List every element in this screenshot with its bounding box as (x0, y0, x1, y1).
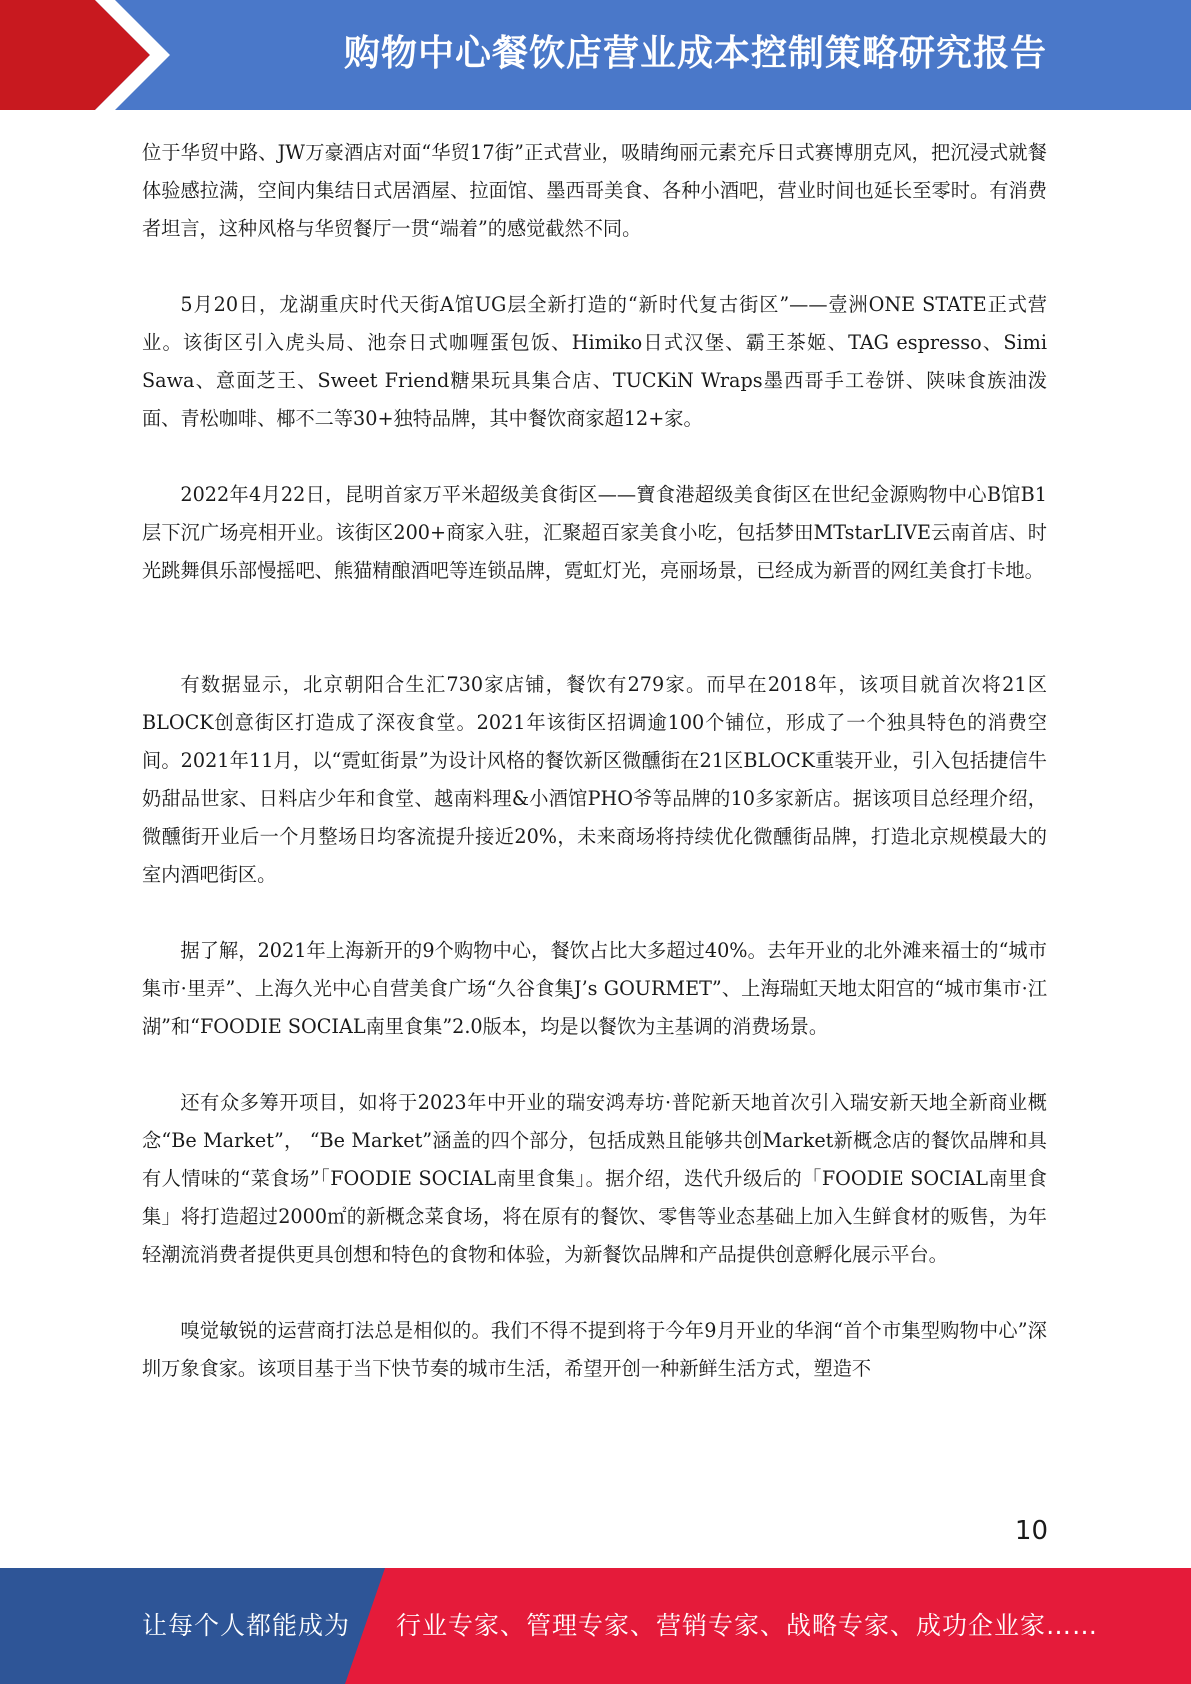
paragraph-7: 嗅觉敏锐的运营商打法总是相似的。我们不得不提到将于今年9月开业的华润“首个市集型购物中心”深圳万象食家。该项目基于当下快节奏的城市生活，希望开创一种新鲜生活方式，塑造不 (142, 1319, 1047, 1380)
report-title: 购物中心餐饮店营业成本控制策略研究报告 (343, 33, 1047, 74)
page-number: 10 (1014, 1516, 1048, 1546)
page-header (0, 0, 1191, 110)
footer-slogan-left: 让每个人都能成为 (142, 1611, 351, 1640)
paragraph-2: 5月20日，龙湖重庆时代天街A馆UG层全新打造的“新时代复古街区”——壹洲ONE STATE正式营业。该街区引入虎头局、池奈日式咖喱蛋包饭、Himiko日式汉堡、霸王茶姬、TAG espresso、Simi Sawa、意面芝王、Sweet Friend糖果玩具集合店、TUCKiN Wraps墨西哥手工卷饼、陕味食族油泼面、青松咖啡、椰不二等30+独特品牌，其中餐饮商家超12+家。 (142, 293, 1047, 430)
page-footer (0, 1568, 1191, 1684)
footer-slogan-right: 行业专家、管理专家、营销专家、战略专家、成功企业家…… (396, 1611, 1099, 1640)
paragraph-6: 还有众多筹开项目，如将于2023年中开业的瑞安鸿寿坊·普陀新天地首次引入瑞安新天地全新商业概念“Be Market”， “Be Market”涵盖的四个部分，包括成熟且能够共创Market新概念店的餐饮品牌和具有人情味的“菜食场”「FOODIE SOCIAL南里食集」。据介绍，迭代升级后的「FOODIE SOCIAL南里食集」将打造超过2000㎡的新概念菜食场，将在原有的餐饮、零售等业态基础上加入生鲜食材的贩售，为年轻潮流消费者提供更具创想和特色的食物和体验，为新餐饮品牌和产品提供创意孵化展示平台。 (142, 1091, 1047, 1266)
paragraph-1: 位于华贸中路、JW万豪酒店对面“华贸17街”正式营业，吸睛绚丽元素充斥日式赛博朋克风，把沉浸式就餐体验感拉满，空间内集结日式居酒屋、拉面馆、墨西哥美食、各种小酒吧，营业时间也延长至零时。有消费者坦言，这种风格与华贸餐厅一贯“端着”的感觉截然不同。 (142, 141, 1047, 240)
body-text (142, 134, 1047, 1388)
paragraph-3: 2022年4月22日，昆明首家万平米超级美食街区——寶食港超级美食街区在世纪金源购物中心B馆B1层下沉广场亮相开业。该街区200+商家入驻，汇聚超百家美食小吃，包括梦田MTstarLIVE云南首店、时光跳舞俱乐部慢摇吧、熊猫精酿酒吧等连锁品牌，霓虹灯光，亮丽场景，已经成为新晋的网红美食打卡地。 (142, 483, 1047, 582)
paragraph-4: 有数据显示，北京朝阳合生汇730家店铺，餐饮有279家。而早在2018年，该项目就首次将21区BLOCK创意街区打造成了深夜食堂。2021年该街区招调逾100个铺位，形成了一个独具特色的消费空间。2021年11月，以“霓虹街景”为设计风格的餐饮新区微醺街在21区BLOCK重装开业，引入包括捷信牛奶甜品世家、日料店少年和食堂、越南料理&小酒馆PHO爷等品牌的10多家新店。据该项目总经理介绍，微醺街开业后一个月整场日均客流提升接近20%，未来商场将持续优化微醺街品牌，打造北京规模最大的室内酒吧街区。 (142, 673, 1047, 886)
paragraph-5: 据了解，2021年上海新开的9个购物中心，餐饮占比大多超过40%。去年开业的北外滩来福士的“城市集市·里弄”、上海久光中心自营美食广场“久谷食集J’s GOURMET”、上海瑞虹天地太阳宫的“城市集市·江湖”和“FOODIE SOCIAL南里食集”2.0版本，均是以餐饮为主基调的消费场景。 (142, 939, 1048, 1038)
